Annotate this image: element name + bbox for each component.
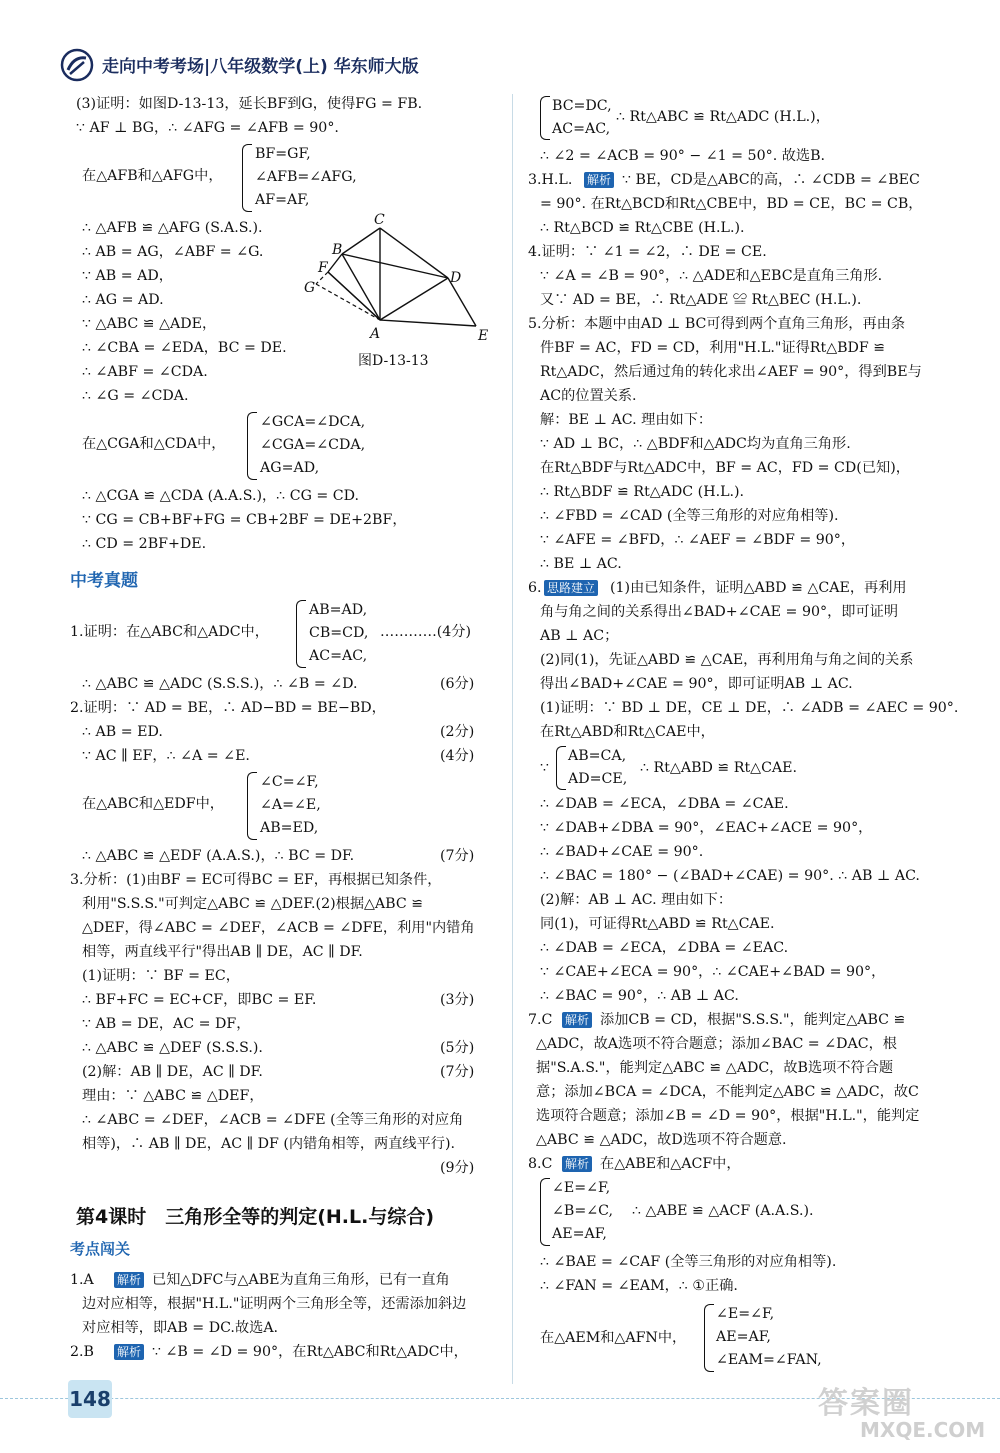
score-mark: (6分) (440, 676, 475, 692)
text-line: ∴ Rt△ABD ≌ Rt△CAE. (640, 760, 798, 776)
text-line: (1)证明：∵ BD ⊥ DE，CE ⊥ DE，∴ ∠ADB = ∠AEC = 90°. (540, 700, 959, 716)
text-line: △ADC，故A选项不符合题意；添加∠BAC = ∠DAC，根 (536, 1036, 897, 1052)
text-line: 得出∠BAD+∠CAE = 90°，即可证明AB ⊥ AC. (540, 676, 853, 692)
score-mark: (3分) (440, 992, 475, 1008)
text-line: ∴ ∠FAN = ∠EAM，∴ ①正确. (540, 1278, 738, 1294)
figure-label: A (370, 326, 381, 342)
text-line: 6. (528, 580, 542, 596)
text-line: 添加CB = CD，根据"S.S.S."，能判定△ABC ≌ (600, 1012, 906, 1028)
text-line: AB ⊥ AC； (540, 628, 619, 644)
text-line: ∴ ∠BAE = ∠CAF (全等三角形的对应角相等). (540, 1254, 837, 1270)
publisher-logo-icon (60, 48, 94, 82)
text-line: AG=AD, (260, 460, 320, 476)
text-line: ∠EAM=∠FAN, (716, 1352, 822, 1368)
figure-label: F (318, 260, 328, 276)
text-line: 边对应相等，根据"H.L."证明两个三角形全等，还需添加斜边 (82, 1296, 467, 1312)
text-line: Rt△ADC，然后通过角的转化求出∠AEF = 90°，得到BE与 (540, 364, 922, 380)
text-line: ∴ ∠DAB = ∠ECA，∠DBA = ∠CAE. (540, 796, 789, 812)
text-line: ∠C=∠F, (260, 774, 319, 790)
text-line: (1)证明：∵ BF = EC， (82, 968, 240, 984)
text-line: ∵ AD ⊥ BC，∴ △BDF和△ADC均为直角三角形. (540, 436, 851, 452)
text-line: AC的位置关系. (540, 388, 637, 404)
text-line: 已知△DFC与△ABE为直角三角形，已有一直角 (152, 1272, 450, 1288)
text-line: ∵ BE，CD是△ABC的高，∴ ∠CDB = ∠BEC (622, 172, 920, 188)
text-line: ∠GCA=∠DCA, (260, 414, 366, 430)
text-line: 1.证明：在△ABC和△ADC中， (70, 624, 269, 640)
text-line: ∴ AB = AG，∠ABF = ∠G. (82, 244, 264, 260)
text-line: ∵ ∠AFE = ∠BFD，∴ ∠AEF = ∠BDF = 90°， (540, 532, 856, 548)
brace (247, 412, 257, 480)
text-line: AB=ED, (260, 820, 319, 836)
text-line: 利用"S.S.S."可判定△ABC ≌ △DEF.(2)根据△ABC ≌ (82, 896, 424, 912)
text-line: AE=AF, (716, 1329, 771, 1345)
text-line: CB=CD, (309, 625, 369, 641)
text-line: AB=CA, (568, 748, 627, 764)
text-line: BC=DC, (552, 98, 612, 114)
text-line: 在△AFB和△AFG中， (82, 168, 223, 184)
text-line: 在△ABE和△ACF中， (600, 1156, 741, 1172)
text-line: ∴ △ABC ≌ △ADC (S.S.S.)，∴ ∠B = ∠D. (82, 676, 358, 692)
text-line: AF=AF, (255, 192, 310, 208)
text-line: ∴ ∠ABC = ∠DEF，∠ACB = ∠DFE (全等三角形的对应角 (82, 1112, 464, 1128)
text-line: ∵ AC ∥ EF，∴ ∠A = ∠E. (82, 748, 250, 764)
text-line: AC=AC, (552, 121, 611, 137)
analysis-tag: 解析 (562, 1012, 592, 1028)
text-line: ∵ (540, 760, 550, 776)
text-line: 件BF = AC，FD = CD，利用"H.L."证得Rt△BDF ≌ (540, 340, 886, 356)
text-line: 理由：∵ △ABC ≌ △DEF， (82, 1088, 264, 1104)
text-line: ∴ Rt△ABC ≌ Rt△ADC (H.L.)， (616, 109, 830, 125)
text-line: 在Rt△ABD和Rt△CAE中， (540, 724, 715, 740)
text-line: ∵ AF ⊥ BG，∴ ∠AFG = ∠AFB = 90°. (76, 120, 339, 136)
text-line: ∵ CG = CB+BF+FG = CB+2BF = DE+2BF， (82, 512, 407, 528)
text-line: ∴ ∠BAD+∠CAE = 90°. (540, 844, 704, 860)
text-line: 相等，两直线平行"得出AB ∥ DE，AC ∥ DF. (82, 944, 363, 960)
score-mark: …………(4分) (380, 624, 472, 640)
text-line: (2)同(1)，先证△ABD ≌ △CAE，再利用角与角之间的关系 (540, 652, 914, 668)
analysis-tag: 解析 (562, 1156, 592, 1172)
text-line: 据"S.A.S."，能判定△ABC ≌ △ADC，故B选项不符合题 (536, 1060, 894, 1076)
text-line: ∴ Rt△BDF ≌ Rt△ADC (H.L.). (540, 484, 745, 500)
text-line: ∠E=∠F, (716, 1306, 775, 1322)
figure-caption: 图D-13-13 (358, 353, 429, 369)
brace (296, 600, 306, 668)
text-line: ∴ CD = 2BF+DE. (82, 536, 207, 552)
text-line: 解：BE ⊥ AC. 理由如下： (540, 412, 713, 428)
score-mark: (9分) (440, 1160, 475, 1176)
score-mark: (7分) (440, 1064, 475, 1080)
text-line: (2)解：AB ∥ DE，AC ∥ DF. (82, 1064, 263, 1080)
text-line: 1.A (70, 1272, 94, 1288)
text-line: △ABC ≌ △ADC，故D选项不符合题意. (536, 1132, 787, 1148)
text-line: 对应相等，即AB = DC.故选A. (82, 1320, 279, 1336)
text-line: ∴ △AFB ≌ △AFG (S.A.S.). (82, 220, 263, 236)
section-heading: 中考真题 (70, 571, 138, 591)
text-line: 2.B (70, 1344, 94, 1360)
text-line: 选项符合题意；添加∠B = ∠D = 90°，根据"H.L."，能判定 (536, 1108, 920, 1124)
figure-label: D (450, 270, 462, 286)
text-line: 在△CGA和△CDA中， (82, 436, 226, 452)
text-line: ∴ AG = AD. (82, 292, 164, 308)
text-line: BF=GF, (255, 146, 311, 162)
watermark-url: MXQE.COM (860, 1418, 986, 1442)
text-line: 4.证明：∵ ∠1 = ∠2，∴ DE = CE. (528, 244, 767, 260)
text-line: 7.C (528, 1012, 553, 1028)
text-line: = 90°. 在Rt△BCD和Rt△CBE中，BD = CE，BC = CB， (540, 196, 923, 212)
text-line: 8.C (528, 1156, 553, 1172)
page-number: 148 (68, 1380, 112, 1418)
analysis-tag: 解析 (114, 1344, 144, 1360)
text-line: ∴ ∠G = ∠CDA. (82, 388, 189, 404)
brace (704, 1304, 714, 1372)
text-line: ∴ ∠ABF = ∠CDA. (82, 364, 208, 380)
text-line: ∵ AB = DE，AC = DF， (82, 1016, 251, 1032)
text-line: 意；添加∠BCA = ∠DCA，不能判定△ABC ≌ △ADC，故C (536, 1084, 919, 1100)
text-line: ∠AFB=∠AFG, (255, 169, 357, 185)
approach-tag: 思路建立 (544, 580, 598, 596)
text-line: 在Rt△BDF与Rt△ADC中，BF = AC，FD = CD(已知)， (540, 460, 910, 476)
text-line: AE=AF, (552, 1226, 607, 1242)
sub-section-heading: 考点闯关 (70, 1240, 131, 1258)
text-line: ∴ ∠DAB = ∠ECA，∠DBA = ∠EAC. (540, 940, 789, 956)
text-line: ∴ Rt△BCD ≌ Rt△CBE (H.L.). (540, 220, 745, 236)
geometry-figure (298, 210, 508, 370)
text-line: 相等)，∴ AB ∥ DE，AC ∥ DF (内错角相等，两直线平行). (82, 1136, 456, 1152)
text-line: ∵ ∠B = ∠D = 90°，在Rt△ABC和Rt△ADC中， (152, 1344, 468, 1360)
text-line: ∵ AB = AD， (82, 268, 173, 284)
brace (540, 1178, 550, 1246)
brace (540, 96, 550, 140)
text-line: (1)由已知条件，证明△ABD ≌ △CAE，再利用 (610, 580, 907, 596)
text-line: ∴ ∠CBA = ∠EDA，BC = DE. (82, 340, 287, 356)
text-line: ∠CGA=∠CDA, (260, 437, 366, 453)
figure-label: B (332, 242, 343, 258)
text-line: ∠E=∠F, (552, 1180, 611, 1196)
text-line: ∴ ∠BAC = 180° − (∠BAD+∠CAE) = 90°. ∴ AB ⊥ AC. (540, 868, 920, 884)
text-line: (2)解：AB ⊥ AC. 理由如下： (540, 892, 733, 908)
score-mark: (7分) (440, 848, 475, 864)
text-line: ∵ △ABC ≌ △ADE， (82, 316, 217, 332)
text-line: AD=CE, (568, 771, 628, 787)
text-line: ∵ ∠DAB+∠DBA = 90°，∠EAC+∠ACE = 90°， (540, 820, 873, 836)
score-mark: (2分) (440, 724, 475, 740)
text-line: ∴ ∠BAC = 90°，∴ AB ⊥ AC. (540, 988, 739, 1004)
text-line: ∠A=∠E, (260, 797, 321, 813)
lesson-title: 第4课时 三角形全等的判定(H.L.与综合) (76, 1206, 435, 1228)
text-line: AB=AD, (309, 602, 368, 618)
text-line: 同(1)，可证得Rt△ABD ≌ Rt△CAE. (540, 916, 775, 932)
text-line: ∵ ∠CAE+∠ECA = 90°，∴ ∠CAE+∠BAD = 90°， (540, 964, 886, 980)
text-line: ∵ ∠A = ∠B = 90°，∴ △ADE和△EBC是直角三角形. (540, 268, 883, 284)
text-line: ∴ △ABC ≌ △EDF (A.A.S.)，∴ BC = DF. (82, 848, 355, 864)
text-line: (3)证明：如图D-13-13，延长BF到G，使得FG = FB. (76, 96, 423, 112)
text-line: 2.证明：∵ AD = BE，∴ AD−BD = BE−BD， (70, 700, 386, 716)
text-line: ∠B=∠C, (552, 1203, 613, 1219)
column-divider (512, 94, 513, 1384)
page-header (60, 48, 580, 82)
score-mark: (5分) (440, 1040, 475, 1056)
brace (247, 772, 257, 840)
text-line: ∴ △ABC ≌ △DEF (S.S.S.). (82, 1040, 263, 1056)
text-line: ∴ ∠FBD = ∠CAD (全等三角形的对应角相等). (540, 508, 839, 524)
text-line: 3.H.L. (528, 172, 573, 188)
figure-label: G (304, 280, 316, 296)
text-line: 角与角之间的关系得出∠BAD+∠CAE = 90°，即可证明 (540, 604, 899, 620)
text-line: ∴ BF+FC = EC+CF，即BC = EF. (82, 992, 317, 1008)
text-line: ∴ AB = ED. (82, 724, 163, 740)
text-line: ∴ △ABE ≌ △ACF (A.A.S.). (632, 1203, 814, 1219)
text-line: ∴ ∠2 = ∠ACB = 90° − ∠1 = 50°. 故选B. (540, 148, 826, 164)
brace (556, 746, 566, 790)
text-line: AC=AC, (309, 648, 368, 664)
figure-label: C (374, 212, 385, 228)
brace (242, 144, 252, 212)
figure-label: E (478, 328, 489, 344)
text-line: ∴ BE ⊥ AC. (540, 556, 622, 572)
watermark: 答案圈 (818, 1386, 914, 1421)
score-mark: (4分) (440, 748, 475, 764)
analysis-tag: 解析 (114, 1272, 144, 1288)
text-line: 3.分析：(1)由BF = EC可得BC = EF，再根据已知条件， (70, 872, 442, 888)
analysis-tag: 解析 (584, 172, 614, 188)
text-line: △DEF，得∠ABC = ∠DEF，∠ACB = ∠DFE，利用"内错角 (82, 920, 475, 936)
text-line: 又∵ AD = BE，∴ Rt△ADE ≌ Rt△BEC (H.L.). (540, 292, 862, 308)
text-line: ∴ △CGA ≌ △CDA (A.A.S.)，∴ CG = CD. (82, 488, 360, 504)
text-line: 在△ABC和△EDF中， (82, 796, 224, 812)
text-line: 在△AEM和△AFN中， (540, 1330, 687, 1346)
text-line: 5.分析：本题中由AD ⊥ BC可得到两个直角三角形，再由条 (528, 316, 906, 332)
header-title: 走向中考考场|八年级数学(上) 华东师大版 (102, 57, 419, 77)
